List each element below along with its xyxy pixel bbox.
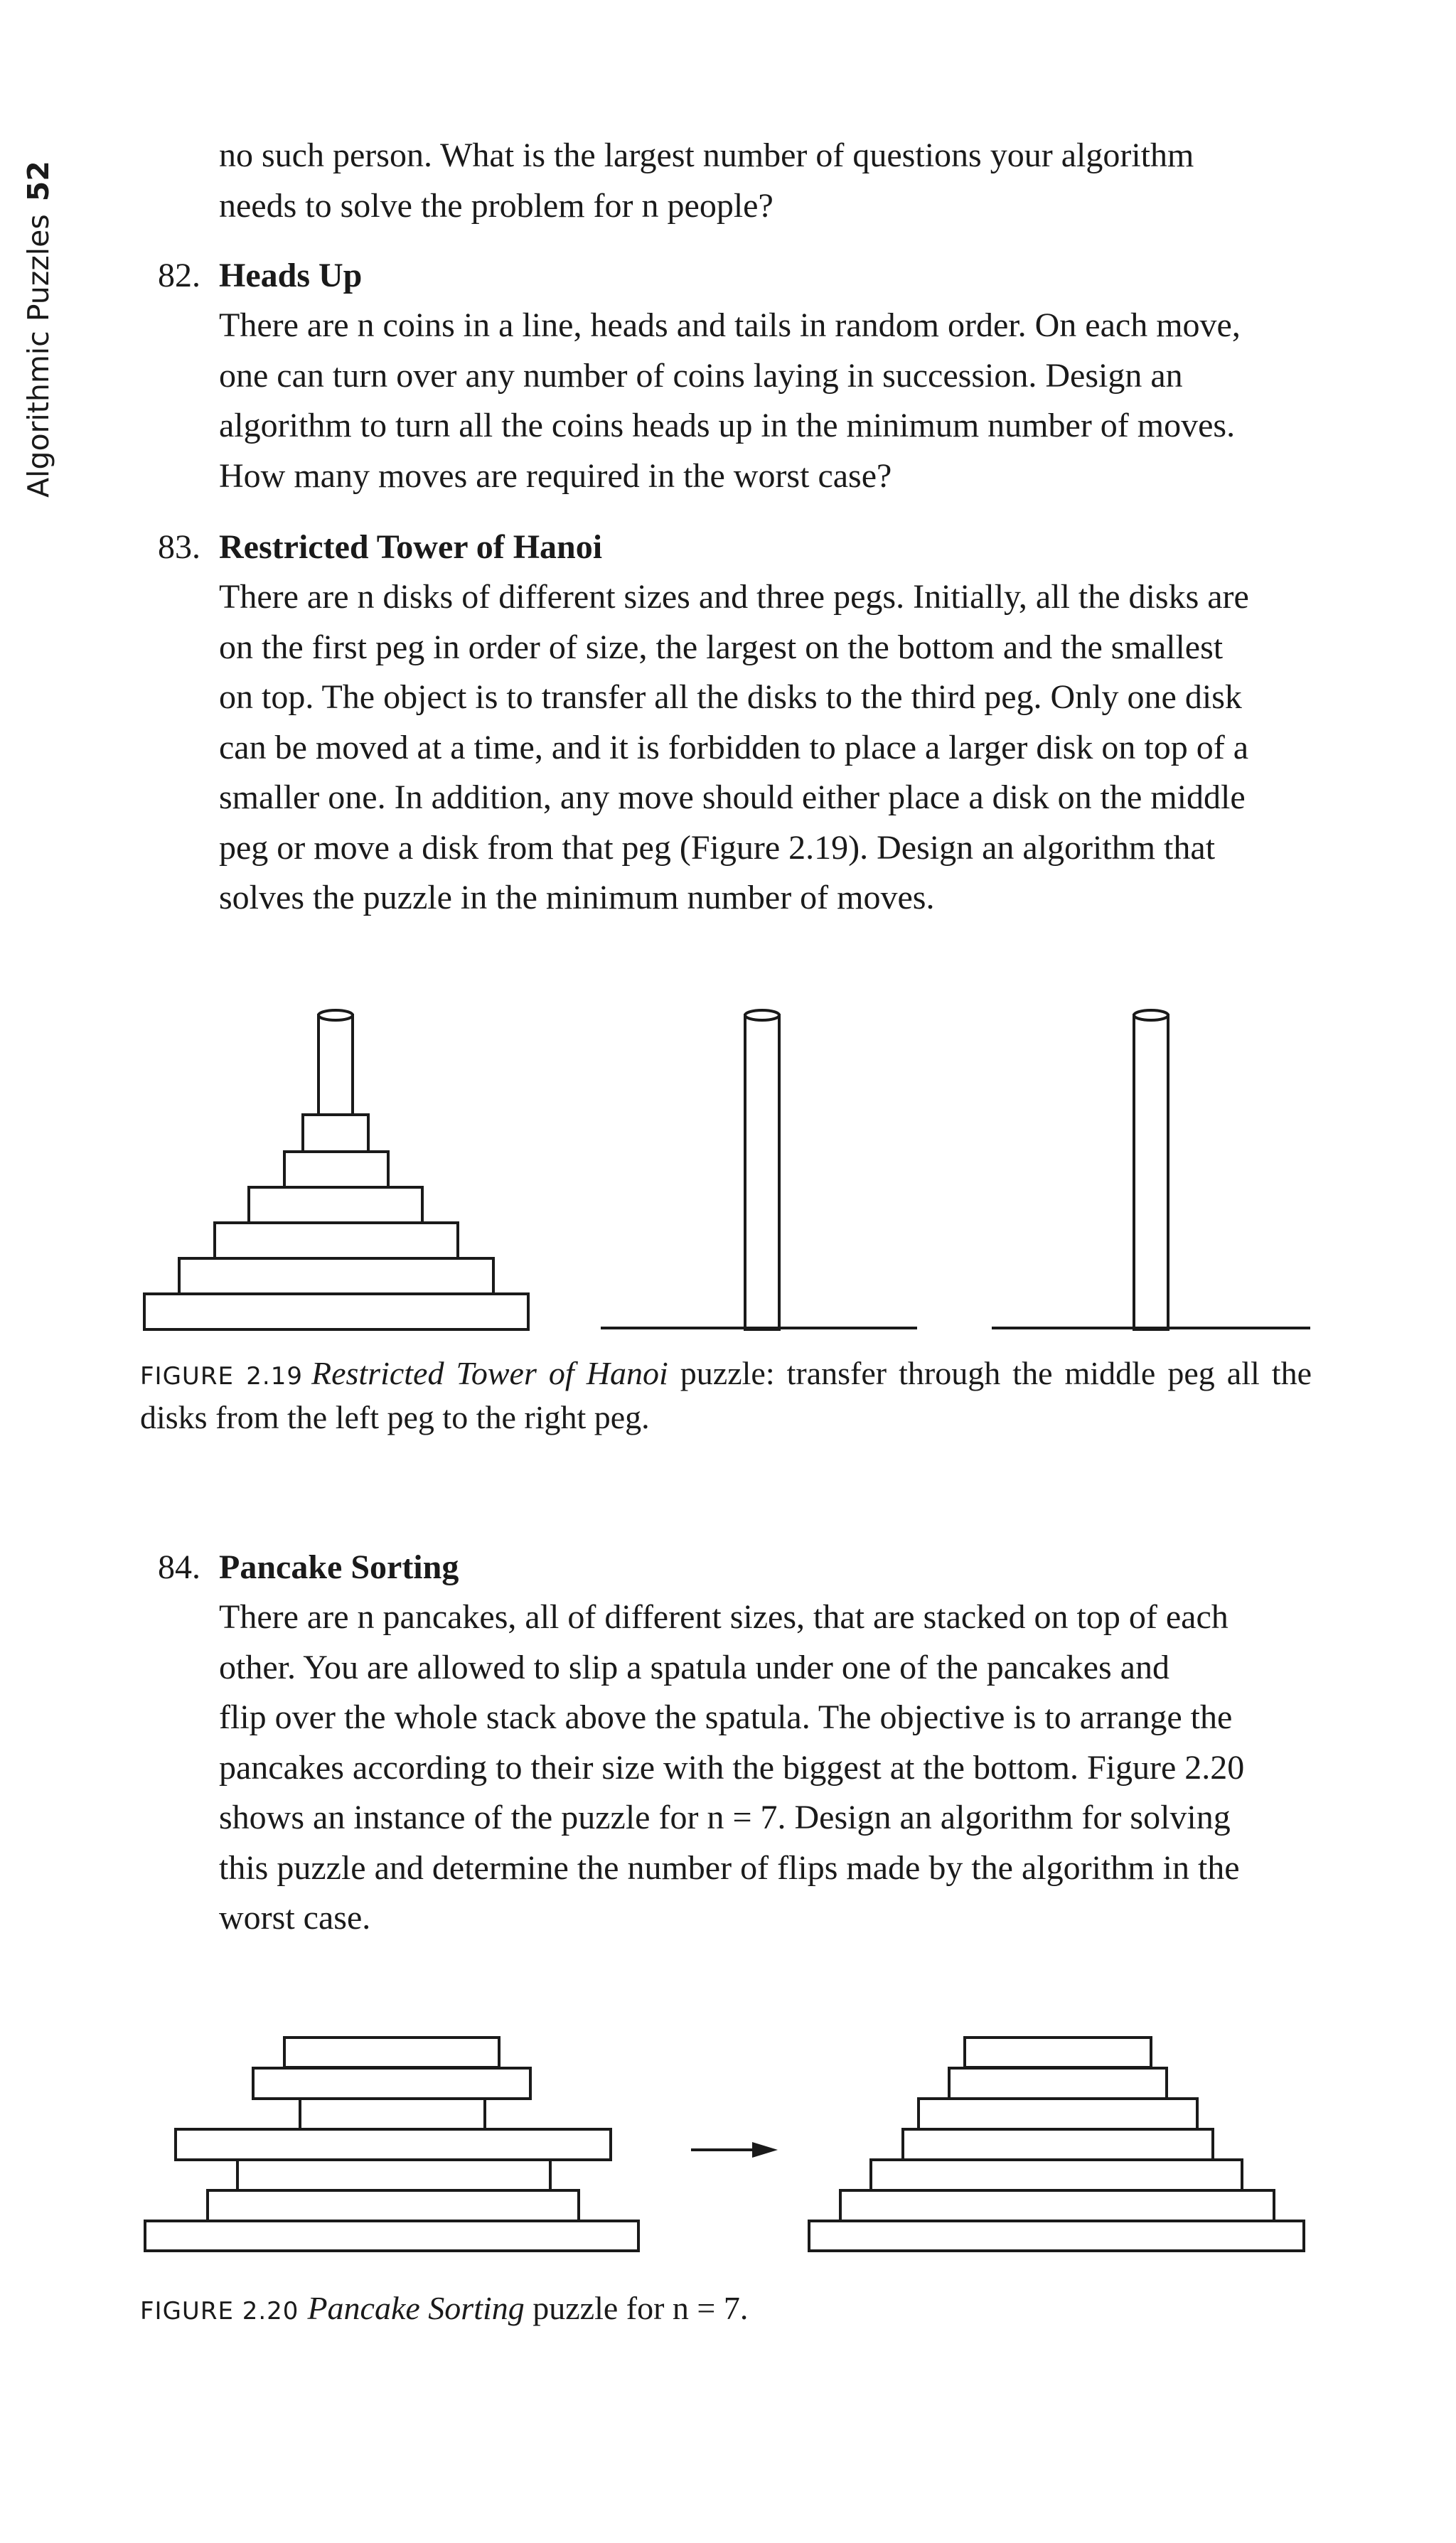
problem-83-text <box>219 572 1275 923</box>
text-line: on the first peg in order of size, the largest on the bottom and the smallest <box>219 628 1224 666</box>
intro-paragraph <box>219 131 1275 231</box>
problem-title: Restricted Tower of Hanoi <box>219 528 603 566</box>
pancake <box>145 2221 638 2251</box>
problem-title: Pancake Sorting <box>219 1548 459 1586</box>
middle-peg <box>745 1015 779 1329</box>
problem-number: 83. <box>158 528 200 566</box>
problem-84-heading <box>158 1543 459 1593</box>
page-number: 52 <box>21 161 55 202</box>
text-line: other. You are allowed to slip a spatula under one of the pancakes and <box>219 1648 1169 1686</box>
text-line: algorithm to turn all the coins heads up in the minimum number of moves. <box>219 407 1236 444</box>
pancake <box>965 2038 1151 2067</box>
disk-1 <box>303 1115 368 1152</box>
text-line: There are n disks of different sizes and three pegs. Initially, all the disks are <box>219 578 1249 616</box>
text-line: How many moves are required in the worst case? <box>219 456 892 495</box>
caption-text: puzzle for n = 7. <box>524 2290 749 2326</box>
right-peg-cap <box>1134 1010 1168 1020</box>
text-line: no such person. What is the largest number of questions your algorithm <box>219 136 1194 174</box>
problem-number: 82. <box>158 257 200 294</box>
text-line: shows an instance of the puzzle for n = 7. Design an algorithm for solving <box>219 1799 1231 1836</box>
arrow-right-icon <box>752 2142 778 2158</box>
left-peg-cap <box>318 1010 353 1020</box>
text-line: peg or move a disk from that peg (Figure 2.19). Design an algorithm that <box>219 828 1216 867</box>
text-line: solves the puzzle in the minimum number of moves. <box>219 879 935 916</box>
caption-text: puzzle: transfer through the middle peg all the disks from the left peg to the right peg. <box>140 1355 1312 1435</box>
running-head-title: Algorithmic Puzzles <box>21 214 55 498</box>
figure-label: FIGURE 2.20 <box>140 2297 299 2325</box>
figure-2-20-caption <box>140 2288 1312 2332</box>
disk-6 <box>144 1294 528 1329</box>
left-peg <box>318 1015 353 1115</box>
pancake <box>809 2221 1304 2251</box>
pancake <box>253 2068 530 2099</box>
disk-4 <box>215 1223 458 1258</box>
text-line: There are n coins in a line, heads and tails in random order. On each move, <box>219 306 1241 344</box>
text-line: needs to solve the problem for n people? <box>219 186 774 225</box>
text-line: smaller one. In addition, any move should either place a disk on the middle <box>219 778 1246 816</box>
text-line: on top. The object is to transfer all the disks to the third peg. Only one disk <box>219 678 1242 716</box>
pancake <box>871 2160 1242 2190</box>
figure-2-19-caption <box>140 1353 1312 1438</box>
disk-2 <box>284 1152 388 1187</box>
disk-3 <box>249 1187 422 1223</box>
text-line: pancakes according to their size with the biggest at the bottom. Figure 2.20 <box>219 1748 1245 1787</box>
text-line: this puzzle and determine the number of flips made by the algorithm in the <box>219 1848 1240 1887</box>
text-line: one can turn over any number of coins laying in succession. Design an <box>219 356 1183 395</box>
pancake <box>903 2129 1213 2160</box>
pancake <box>300 2099 485 2129</box>
pancake <box>840 2190 1274 2221</box>
right-peg <box>1134 1015 1168 1329</box>
middle-peg-cap <box>745 1010 779 1020</box>
figure-2-20-pancakes <box>0 2019 1456 2261</box>
figure-label: FIGURE 2.19 <box>140 1362 303 1391</box>
caption-italic: Restricted Tower of Hanoi <box>311 1355 668 1391</box>
problem-82-text <box>219 301 1275 501</box>
pancake <box>919 2099 1197 2129</box>
problem-83-heading <box>158 523 602 573</box>
problem-number: 84. <box>158 1548 200 1586</box>
problem-84-text <box>219 1592 1275 1944</box>
pancake <box>208 2190 579 2221</box>
pancake <box>176 2129 611 2160</box>
problem-82-heading <box>158 251 362 301</box>
pancake <box>949 2068 1167 2099</box>
text-line: can be moved at a time, and it is forbidden to place a larger disk on top of a <box>219 728 1248 766</box>
problem-title: Heads Up <box>219 257 363 294</box>
pancake <box>284 2038 499 2067</box>
text-line: There are n pancakes, all of different sizes, that are stacked on top of each <box>219 1598 1228 1636</box>
running-head <box>21 128 64 498</box>
pancake <box>237 2160 550 2190</box>
text-line: worst case. <box>219 1899 371 1937</box>
figure-2-19-hanoi <box>0 995 1456 1351</box>
text-line: flip over the whole stack above the spatula. The objective is to arrange the <box>219 1698 1233 1736</box>
disk-5 <box>179 1258 493 1294</box>
caption-italic: Pancake Sorting <box>307 2290 525 2326</box>
